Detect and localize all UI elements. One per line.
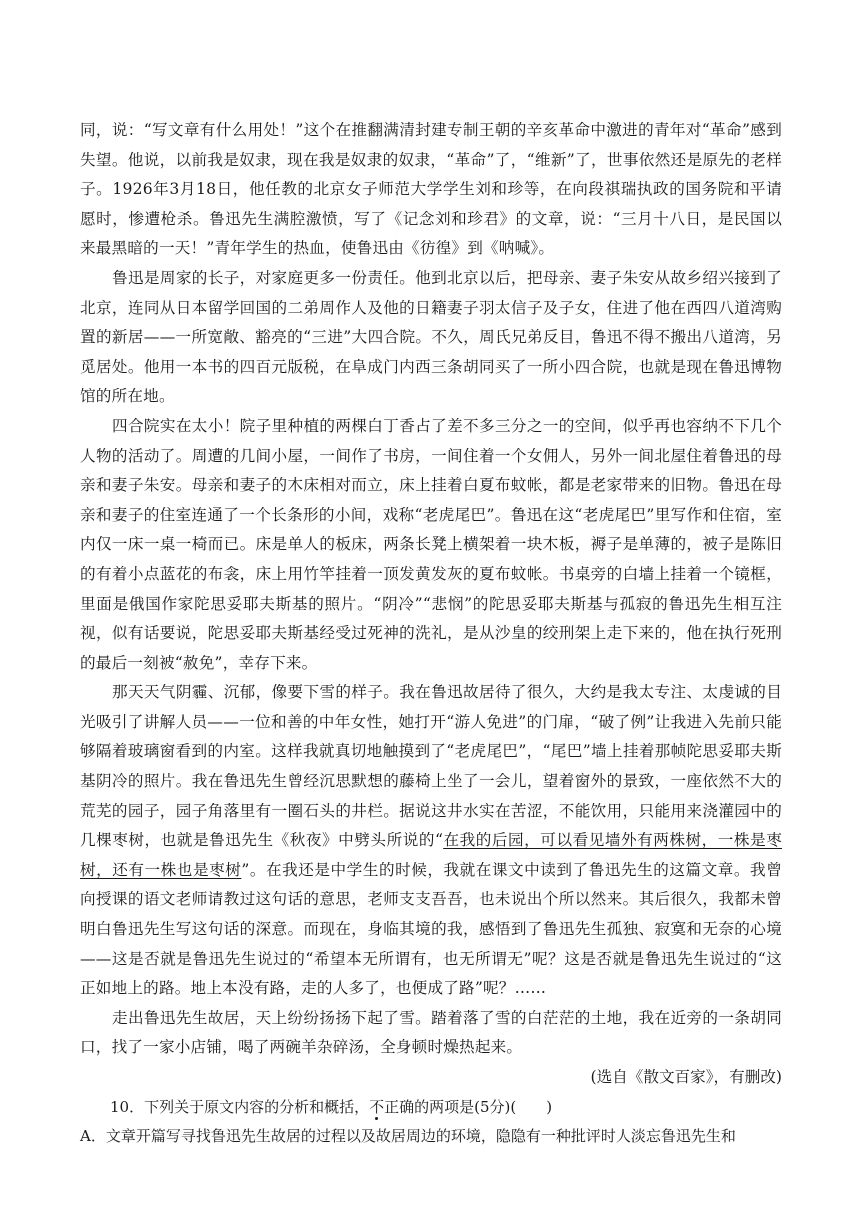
question-10: [80, 1093, 782, 1123]
source-note: (选自《散文百家》，有删改): [590, 1068, 782, 1086]
question-text-before: 10．下列关于原文内容的分析和概括，: [110, 1097, 370, 1116]
paragraph-2: 鲁迅是周家的长子，对家庭更多一份责任。他到北京以后，把母亲、妻子朱安从故乡绍兴接到了北京，连同从日本留学回国的二弟周作人及他的日籍妻子羽太信子及子女，住进了他在西四八道湾购置的新居——一所宽敞、豁亮的“三进”大四合院。不久，周氏兄弟反目，鲁迅不得不搬出八道湾，另觅居处。他用一本书的四百元版税，在阜成门内西三条胡同买了一所小四合院，也就是现在鲁迅博物馆的所在地。: [80, 268, 782, 406]
question-text-after: 正确的两项是(5分)( ): [384, 1097, 553, 1116]
emphasis-dotted-char: 不: [369, 1097, 385, 1116]
paragraph-1: 同，说：“写文章有什么用处！”这个在推翻满清封建专制王朝的辛亥革命中激进的青年对“革命”感到失望。他说，以前我是奴隶，现在我是奴隶的奴隶，“革命”了，“维新”了，世事依然还是原先的老样子。1926年3月18日，他任教的北京女子师范大学学生刘和珍等，在向段祺瑞执政的国务院和平请愿时，惨遭枪杀。鲁迅先生满腔激愤，写了《记念刘和珍君》的文章，说：“三月十八日，是民国以来最黑暗的一天！”青年学生的热血，使鲁迅由《彷徨》到《呐喊》。: [80, 121, 782, 258]
paragraph-4: [80, 678, 782, 1004]
paragraph-3: 四合院实在太小！院子里种植的两棵白丁香占了差不多三分之一的空间，似乎再也容纳不下几个人物的活动了。周遭的几间小屋，一间作了书房，一间住着一个女佣人，另外一间北屋住着鲁迅的母亲和妻子朱安。母亲和妻子的木床相对而立，床上挂着白夏布蚊帐，都是老家带来的旧物。鲁迅在母亲和妻子的住室连通了一个长条形的小间，戏称“老虎尾巴”。鲁迅在这“老虎尾巴”里写作和住宿，室内仅一床一桌一椅而已。床是单人的板床，两条长凳上横架着一块木板，褥子是单薄的，被子是陈旧的有着小点蓝花的布衾，床上用竹竿挂着一顶发黄发灰的夏布蚊帐。书桌旁的白墙上挂着一个镜框，里面是俄国作家陀思妥耶夫斯基的照片。“阴冷”“悲悯”的陀思妥耶夫斯基与孤寂的鲁迅先生相互注视，似有话要说，陀思妥耶夫斯基经受过死神的洗礼，是从沙皇的绞刑架上走下来的，他在执行死刑的最后一刻被“赦免”，幸存下来。: [80, 416, 782, 672]
paragraph-4-text-after: ”。在我还是中学生的时候，我就在课文中读到了鲁迅先生的这篇文章。我曾向授课的语文老师请教过这句话的意思，老师支支吾吾，也未说出个所以然来。其后很久，我都未曾明白鲁迅先生写这句话的深意。而现在，身临其境的我，感悟到了鲁迅先生孤独、寂寞和无奈的心境——这是否就是鲁迅先生说过的“希望本无所谓有，也无所谓无”呢？这是否就是鲁迅先生说过的“这正如地上的路。地上本没有路，走的人多了，也便成了路”呢？……: [80, 860, 782, 998]
paragraph-5: 走出鲁迅先生故居，天上纷纷扬扬下起了雪。踏着落了雪的白茫茫的土地，我在近旁的一条胡同口，找了一家小店铺，喝了两碗羊杂碎汤，全身顿时燥热起来。: [80, 1008, 782, 1057]
paragraph-4-text-before: 那天天气阴霾、沉郁，像要下雪的样子。我在鲁迅故居待了很久，大约是我太专注、太虔诚的目光吸引了讲解人员——一位和善的中年女性，她打开“游人免进”的门扉，“破了例”让我进入先前只能够隔着玻璃窗看到的内室。这样我就真切地触摸到了“老虎尾巴”，“尾巴”墙上挂着那帧陀思妥耶夫斯基阴冷的照片。我在鲁迅先生曾经沉思默想的藤椅上坐了一会儿，望着窗外的景致，一座依然不大的荒芜的园子，园子角落里有一圈石头的井栏。据说这井水实在苦涩，不能饮用，只能用来浇灌园中的几棵枣树，也就是鲁迅先生《秋夜》中劈头所说的“: [80, 683, 782, 850]
option-a: A．文章开篇写寻找鲁迅先生故居的过程以及故居周边的环境，隐隐有一种批评时人淡忘鲁迅先生和: [80, 1127, 736, 1146]
underlined-quote: 在我的后园，可以看见墙外有两株树，一株是枣树，还有一株也是枣树: [80, 831, 782, 879]
